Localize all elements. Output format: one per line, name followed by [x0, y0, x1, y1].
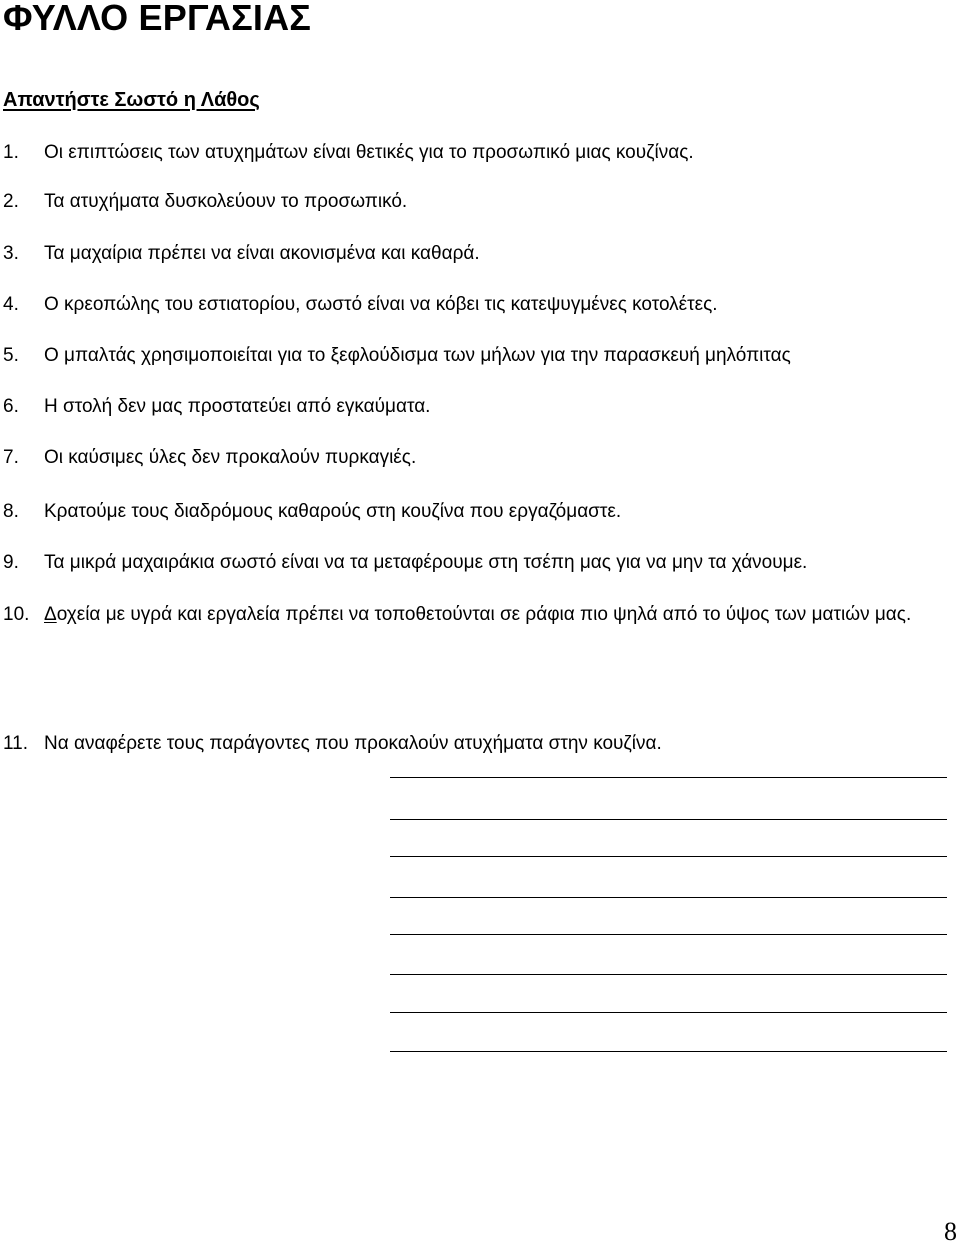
question-item — [3, 290, 953, 320]
question-item — [3, 729, 953, 759]
question-text — [44, 600, 959, 630]
question-text: Κρατούμε τους διαδρόμους καθαρούς στη κουζίνα που εργαζόμαστε. — [44, 501, 622, 522]
question-text: Να αναφέρετε τους παράγοντες που προκαλούν ατυχήματα στην κουζίνα. — [44, 733, 662, 754]
question-item — [3, 392, 953, 422]
answer-line[interactable] — [390, 897, 947, 898]
answer-line[interactable] — [390, 1051, 947, 1052]
question-text: Τα ατυχήματα δυσκολεύουν το προσωπικό. — [44, 191, 408, 212]
question-item — [3, 497, 953, 527]
question-text: Ο κρεοπώλης του εστιατορίου, σωστό είναι να κόβει τις κατεψυγμένες κοτολέτες. — [44, 294, 718, 315]
question-item — [3, 443, 953, 473]
question-item — [3, 341, 953, 371]
question-text: Η στολή δεν μας προστατεύει από εγκαύματα. — [44, 396, 431, 417]
question-number: 3. — [3, 243, 19, 264]
question-text: Οι επιπτώσεις των ατυχημάτων είναι θετικές για το προσωπικό μιας κουζίνας. — [44, 142, 694, 163]
question-number: 7. — [3, 447, 19, 468]
question-number: 8. — [3, 501, 19, 522]
answer-line[interactable] — [390, 819, 947, 820]
question-number: 5. — [3, 345, 19, 366]
question-text-initial: Δ — [44, 604, 57, 625]
question-number: 11. — [3, 733, 29, 754]
instruction-heading: Απαντήστε Σωστό η Λάθος — [3, 89, 260, 111]
page-title: ΦΥΛΛΟ ΕΡΓΑΣΙΑΣ — [3, 0, 312, 38]
question-text: Τα μικρά μαχαιράκια σωστό είναι να τα μεταφέρουμε στη τσέπη μας για να μην τα χάνουμε. — [44, 552, 808, 573]
question-item — [3, 138, 953, 168]
question-number: 1. — [3, 142, 19, 163]
question-text: Τα μαχαίρια πρέπει να είναι ακονισμένα και καθαρά. — [44, 243, 480, 264]
question-number: 9. — [3, 552, 19, 573]
answer-line[interactable] — [390, 934, 947, 935]
answer-line[interactable] — [390, 777, 947, 778]
answer-line[interactable] — [390, 974, 947, 975]
page-number: 8 — [944, 1217, 957, 1246]
question-text-rest: οχεία με υγρά και εργαλεία πρέπει να τοποθετούνται σε ράφια πιο ψηλά από το ύψος των ματιών μας. — [56, 604, 912, 625]
question-number: 6. — [3, 396, 19, 417]
question-item — [3, 187, 953, 217]
answer-line[interactable] — [390, 856, 947, 857]
question-text: Ο μπαλτάς χρησιμοποιείται για το ξεφλούδισμα των μήλων για την παρασκευή μηλόπιτας — [44, 345, 791, 366]
question-number: 2. — [3, 191, 19, 212]
question-text: Οι καύσιμες ύλες δεν προκαλούν πυρκαγιές. — [44, 447, 417, 468]
question-item — [3, 239, 953, 269]
question-item — [3, 548, 953, 578]
question-number: 4. — [3, 294, 19, 315]
question-item — [3, 600, 953, 630]
answer-line[interactable] — [390, 1012, 947, 1013]
question-number: 10. — [3, 604, 30, 625]
